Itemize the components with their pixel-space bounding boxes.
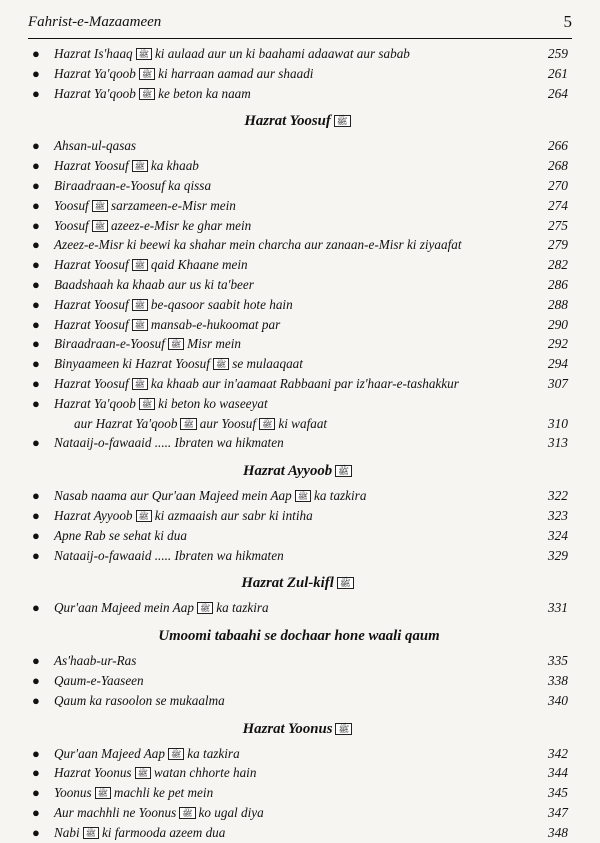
salutation-mark: ﷺ bbox=[92, 200, 108, 212]
entry-text-part: Misr mein bbox=[187, 336, 242, 352]
salutation-mark: ﷺ bbox=[132, 259, 148, 271]
entry-text-part: ka tazkira bbox=[314, 488, 367, 504]
bullet-icon: ● bbox=[32, 217, 40, 233]
salutation-mark: ﷺ bbox=[337, 577, 354, 589]
entry-page-number: 324 bbox=[547, 527, 568, 543]
entry-title bbox=[54, 486, 366, 506]
entry-text-part: Nataaij-o-fawaaid ..... Ibraten wa hikmaten bbox=[54, 435, 284, 451]
entry-text-part: ki harraan aamad aur shaadi bbox=[158, 65, 314, 81]
bullet-icon: ● bbox=[32, 336, 40, 352]
entry-title bbox=[54, 671, 144, 691]
section-heading bbox=[28, 711, 570, 744]
entry-text-part: ki farmooda azeem dua bbox=[101, 824, 226, 840]
entry-title bbox=[54, 526, 187, 546]
salutation-mark: ﷺ bbox=[295, 490, 311, 502]
entry-text-part: As'haab-ur-Ras bbox=[54, 653, 137, 669]
entry-page-number: 274 bbox=[547, 197, 568, 213]
toc-entry bbox=[28, 823, 570, 843]
entry-title bbox=[54, 546, 284, 566]
entry-text-part: Hazrat Ayyoob bbox=[54, 507, 133, 523]
entry-page-number: 294 bbox=[547, 356, 568, 372]
toc-entry bbox=[28, 526, 570, 546]
salutation-mark: ﷺ bbox=[213, 358, 229, 370]
entry-page-number: 270 bbox=[547, 177, 568, 193]
entry-text-part: Baadshaah ka khaab aur us ki ta'beer bbox=[54, 276, 254, 292]
entry-text-part: ki aulaad aur un ki baahami adaawat aur sabab bbox=[154, 46, 410, 61]
toc-entry bbox=[28, 64, 570, 84]
toc-entry bbox=[28, 506, 570, 526]
entry-title bbox=[54, 691, 225, 711]
entry-page-number: 275 bbox=[547, 217, 568, 233]
entry-text-part: Nasab naama aur Qur'aan Majeed mein Aap bbox=[54, 488, 292, 504]
section-heading-text: Hazrat Yoonus bbox=[242, 720, 333, 737]
salutation-mark: ﷺ bbox=[95, 787, 111, 799]
salutation-mark: ﷺ bbox=[136, 48, 152, 60]
table-of-contents bbox=[28, 44, 570, 843]
salutation-mark: ﷺ bbox=[135, 767, 151, 779]
entry-page-number: 282 bbox=[547, 257, 568, 273]
salutation-mark: ﷺ bbox=[139, 88, 155, 100]
entry-page-number: 288 bbox=[547, 296, 568, 312]
toc-entry bbox=[28, 255, 570, 275]
toc-entry-continuation bbox=[28, 414, 570, 434]
entry-page-number: 292 bbox=[547, 336, 568, 352]
entry-text-part: Biraadraan-e-Yoosuf ka qissa bbox=[54, 177, 212, 193]
bullet-icon: ● bbox=[32, 395, 40, 411]
bullet-icon: ● bbox=[32, 765, 40, 781]
bullet-icon: ● bbox=[32, 653, 40, 669]
entry-page-number: 348 bbox=[547, 824, 568, 840]
toc-entry bbox=[28, 691, 570, 711]
entry-text-part: ko ugal diya bbox=[198, 804, 264, 820]
entry-text-part: Hazrat Yoosuf bbox=[54, 158, 129, 174]
entry-text-part: ke beton ka naam bbox=[158, 85, 251, 101]
section-heading bbox=[28, 103, 570, 136]
entry-text-part: Nataaij-o-fawaaid ..... Ibraten wa hikmaten bbox=[54, 547, 284, 563]
entry-title bbox=[54, 64, 313, 84]
bullet-icon: ● bbox=[32, 65, 40, 81]
salutation-mark: ﷺ bbox=[334, 115, 351, 127]
toc-entry bbox=[28, 315, 570, 335]
entry-page-number: 268 bbox=[547, 158, 568, 174]
entry-page-number: 259 bbox=[547, 46, 568, 61]
bullet-icon: ● bbox=[32, 672, 40, 688]
bullet-icon: ● bbox=[32, 375, 40, 391]
salutation-mark: ﷺ bbox=[92, 220, 108, 232]
bullet-icon: ● bbox=[32, 547, 40, 563]
entry-text-part: Hazrat Is'haaq bbox=[54, 46, 133, 61]
entry-text-part: Hazrat Ya'qoob bbox=[54, 395, 136, 411]
entry-title bbox=[54, 176, 211, 196]
entry-text-part: Apne Rab se sehat ki dua bbox=[54, 527, 187, 543]
entry-page-number: 342 bbox=[547, 745, 568, 761]
entry-title bbox=[54, 744, 240, 764]
toc-entry bbox=[28, 156, 570, 176]
entry-title bbox=[54, 315, 280, 335]
entry-text-part: Yoosuf bbox=[54, 217, 89, 233]
salutation-mark: ﷺ bbox=[168, 748, 184, 760]
toc-entry bbox=[28, 354, 570, 374]
toc-entry bbox=[28, 196, 570, 216]
section-heading-text: Hazrat Yoosuf bbox=[244, 113, 331, 130]
entry-title bbox=[54, 506, 313, 526]
entry-text-part: qaid Khaane mein bbox=[150, 257, 248, 273]
entry-title bbox=[54, 783, 213, 803]
entry-page-number: 310 bbox=[547, 415, 568, 431]
entry-text-part: Qur'aan Majeed Aap bbox=[54, 745, 165, 761]
bullet-icon: ● bbox=[32, 158, 40, 174]
section-heading-text: Umoomi tabaahi se dochaar hone waali qaum bbox=[158, 628, 440, 645]
salutation-mark: ﷺ bbox=[335, 723, 352, 735]
entry-text-part: ka khaab aur in'aamaat Rabbaani par iz'haar-e-tashakkur bbox=[150, 375, 459, 391]
bullet-icon: ● bbox=[32, 804, 40, 820]
bullet-icon: ● bbox=[32, 507, 40, 523]
entry-title bbox=[54, 394, 268, 414]
toc-entry bbox=[28, 295, 570, 315]
toc-entry bbox=[28, 598, 570, 618]
entry-title bbox=[54, 84, 251, 104]
entry-text-part: mansab-e-hukoomat par bbox=[150, 316, 281, 332]
entry-text-part: Hazrat Yoonus bbox=[54, 765, 132, 781]
entry-text-part: aur Yoosuf bbox=[199, 415, 257, 431]
entry-page-number: 266 bbox=[547, 138, 568, 154]
salutation-mark: ﷺ bbox=[136, 510, 152, 522]
entry-title bbox=[54, 433, 284, 453]
entry-page-number: 313 bbox=[547, 435, 568, 451]
entry-text-part: azeez-e-Misr ke ghar mein bbox=[110, 217, 252, 233]
bullet-icon: ● bbox=[32, 745, 40, 761]
entry-title bbox=[74, 414, 327, 434]
entry-title bbox=[54, 651, 136, 671]
entry-page-number: 323 bbox=[547, 507, 568, 523]
toc-entry bbox=[28, 783, 570, 803]
salutation-mark: ﷺ bbox=[132, 160, 148, 172]
entry-page-number: 286 bbox=[547, 276, 568, 292]
salutation-mark: ﷺ bbox=[132, 378, 148, 390]
entry-title bbox=[54, 295, 293, 315]
salutation-mark: ﷺ bbox=[139, 398, 155, 410]
entry-text-part: se mulaaqaat bbox=[232, 356, 303, 372]
bullet-icon: ● bbox=[32, 692, 40, 708]
entry-text-part: ki beton ko waseeyat bbox=[158, 395, 268, 411]
bullet-icon: ● bbox=[32, 85, 40, 101]
entry-page-number: 290 bbox=[547, 316, 568, 332]
toc-entry bbox=[28, 651, 570, 671]
toc-entry bbox=[28, 374, 570, 394]
toc-entry bbox=[28, 84, 570, 104]
entry-title bbox=[54, 374, 459, 394]
toc-entry bbox=[28, 671, 570, 691]
entry-text-part: Hazrat Ya'qoob bbox=[54, 85, 136, 101]
running-title: Fahrist-e-Mazaameen bbox=[28, 14, 162, 30]
entry-page-number: 279 bbox=[547, 237, 568, 253]
section-heading-text: Hazrat Zul-kifl bbox=[241, 575, 334, 592]
entry-title bbox=[54, 598, 269, 618]
toc-entry bbox=[28, 394, 570, 414]
bullet-icon: ● bbox=[32, 600, 40, 616]
entry-page-number: 329 bbox=[547, 547, 568, 563]
entry-text-part: Hazrat Yoosuf bbox=[54, 296, 129, 312]
toc-entry bbox=[28, 44, 570, 64]
toc-entry bbox=[28, 275, 570, 295]
entry-title bbox=[54, 156, 199, 176]
entry-text-part: ka khaab bbox=[150, 158, 199, 174]
entry-title bbox=[54, 763, 256, 783]
bullet-icon: ● bbox=[32, 824, 40, 840]
bullet-icon: ● bbox=[32, 197, 40, 213]
toc-entry bbox=[28, 486, 570, 506]
section-heading bbox=[28, 565, 570, 598]
bullet-icon: ● bbox=[32, 488, 40, 504]
salutation-mark: ﷺ bbox=[259, 418, 275, 430]
entry-text-part: sarzameen-e-Misr mein bbox=[110, 197, 236, 213]
entry-page-number: 338 bbox=[547, 672, 568, 688]
toc-entry bbox=[28, 744, 570, 764]
page-number: 5 bbox=[563, 12, 572, 31]
salutation-mark: ﷺ bbox=[180, 418, 196, 430]
bullet-icon: ● bbox=[32, 785, 40, 801]
entry-text-part: aur Hazrat Ya'qoob bbox=[74, 415, 178, 431]
bullet-icon: ● bbox=[32, 276, 40, 292]
entry-text-part: ka tazkira bbox=[187, 745, 240, 761]
entry-text-part: Ahsan-ul-qasas bbox=[54, 138, 137, 154]
entry-text-part: Nabi bbox=[54, 824, 80, 840]
entry-text-part: Qur'aan Majeed mein Aap bbox=[54, 600, 194, 616]
toc-entry bbox=[28, 216, 570, 236]
section-heading bbox=[28, 453, 570, 486]
entry-text-part: machli ke pet mein bbox=[113, 785, 214, 801]
entry-title bbox=[54, 196, 236, 216]
entry-text-part: watan chhorte hain bbox=[153, 765, 257, 781]
entry-page-number: 331 bbox=[547, 600, 568, 616]
entry-page-number: 345 bbox=[547, 785, 568, 801]
entry-text-part: Qaum ka rasoolon se mukaalma bbox=[54, 692, 225, 708]
bullet-icon: ● bbox=[32, 257, 40, 273]
page-header bbox=[28, 4, 572, 39]
salutation-mark: ﷺ bbox=[197, 602, 213, 614]
toc-entry bbox=[28, 235, 570, 255]
toc-entry bbox=[28, 334, 570, 354]
entry-page-number: 261 bbox=[547, 65, 568, 81]
entry-text-part: Hazrat Yoosuf bbox=[54, 375, 129, 391]
entry-title bbox=[54, 44, 410, 64]
toc-entry bbox=[28, 136, 570, 156]
salutation-mark: ﷺ bbox=[335, 465, 352, 477]
bullet-icon: ● bbox=[32, 177, 40, 193]
entry-page-number: 340 bbox=[547, 692, 568, 708]
section-heading bbox=[28, 618, 570, 651]
entry-title bbox=[54, 235, 462, 255]
bullet-icon: ● bbox=[32, 435, 40, 451]
toc-entry bbox=[28, 546, 570, 566]
bullet-icon: ● bbox=[32, 296, 40, 312]
entry-title bbox=[54, 216, 251, 236]
salutation-mark: ﷺ bbox=[132, 319, 148, 331]
entry-title bbox=[54, 354, 303, 374]
toc-entry bbox=[28, 433, 570, 453]
entry-title bbox=[54, 334, 241, 354]
entry-text-part: ki azmaaish aur sabr ki intiha bbox=[154, 507, 313, 523]
section-heading-text: Hazrat Ayyoob bbox=[242, 463, 333, 480]
entry-page-number: 264 bbox=[547, 85, 568, 101]
entry-text-part: Yoonus bbox=[54, 785, 92, 801]
entry-page-number: 344 bbox=[547, 765, 568, 781]
entry-text-part: Azeez-e-Misr ki beewi ka shahar mein charcha aur zanaan-e-Misr ki ziyaafat bbox=[54, 237, 462, 253]
entry-text-part: ki wafaat bbox=[278, 415, 328, 431]
entry-text-part: ka tazkira bbox=[216, 600, 269, 616]
bullet-icon: ● bbox=[32, 316, 40, 332]
entry-text-part: Yoosuf bbox=[54, 197, 89, 213]
entry-title bbox=[54, 275, 254, 295]
entry-page-number: 307 bbox=[547, 375, 568, 391]
salutation-mark: ﷺ bbox=[179, 807, 195, 819]
salutation-mark: ﷺ bbox=[83, 827, 99, 839]
bullet-icon: ● bbox=[32, 356, 40, 372]
salutation-mark: ﷺ bbox=[168, 338, 184, 350]
entry-text-part: Qaum-e-Yaaseen bbox=[54, 672, 144, 688]
entry-text-part: Hazrat Yoosuf bbox=[54, 257, 129, 273]
entry-page-number: 347 bbox=[547, 804, 568, 820]
bullet-icon: ● bbox=[32, 237, 40, 253]
entry-text-part: Binyaameen ki Hazrat Yoosuf bbox=[54, 356, 210, 372]
salutation-mark: ﷺ bbox=[132, 299, 148, 311]
entry-text-part: Hazrat Ya'qoob bbox=[54, 65, 136, 81]
bullet-icon: ● bbox=[32, 138, 40, 154]
salutation-mark: ﷺ bbox=[139, 68, 155, 80]
toc-entry bbox=[28, 763, 570, 783]
entry-page-number: 335 bbox=[547, 653, 568, 669]
entry-page-number: 322 bbox=[547, 488, 568, 504]
entry-title bbox=[54, 136, 136, 156]
bullet-icon: ● bbox=[32, 527, 40, 543]
entry-title bbox=[54, 823, 225, 843]
entry-text-part: Hazrat Yoosuf bbox=[54, 316, 129, 332]
entry-text-part: be-qasoor saabit hote hain bbox=[150, 296, 293, 312]
bullet-icon: ● bbox=[32, 46, 40, 61]
toc-entry bbox=[28, 176, 570, 196]
entry-title bbox=[54, 255, 248, 275]
entry-text-part: Aur machhli ne Yoonus bbox=[54, 804, 177, 820]
entry-text-part: Biraadraan-e-Yoosuf bbox=[54, 336, 165, 352]
